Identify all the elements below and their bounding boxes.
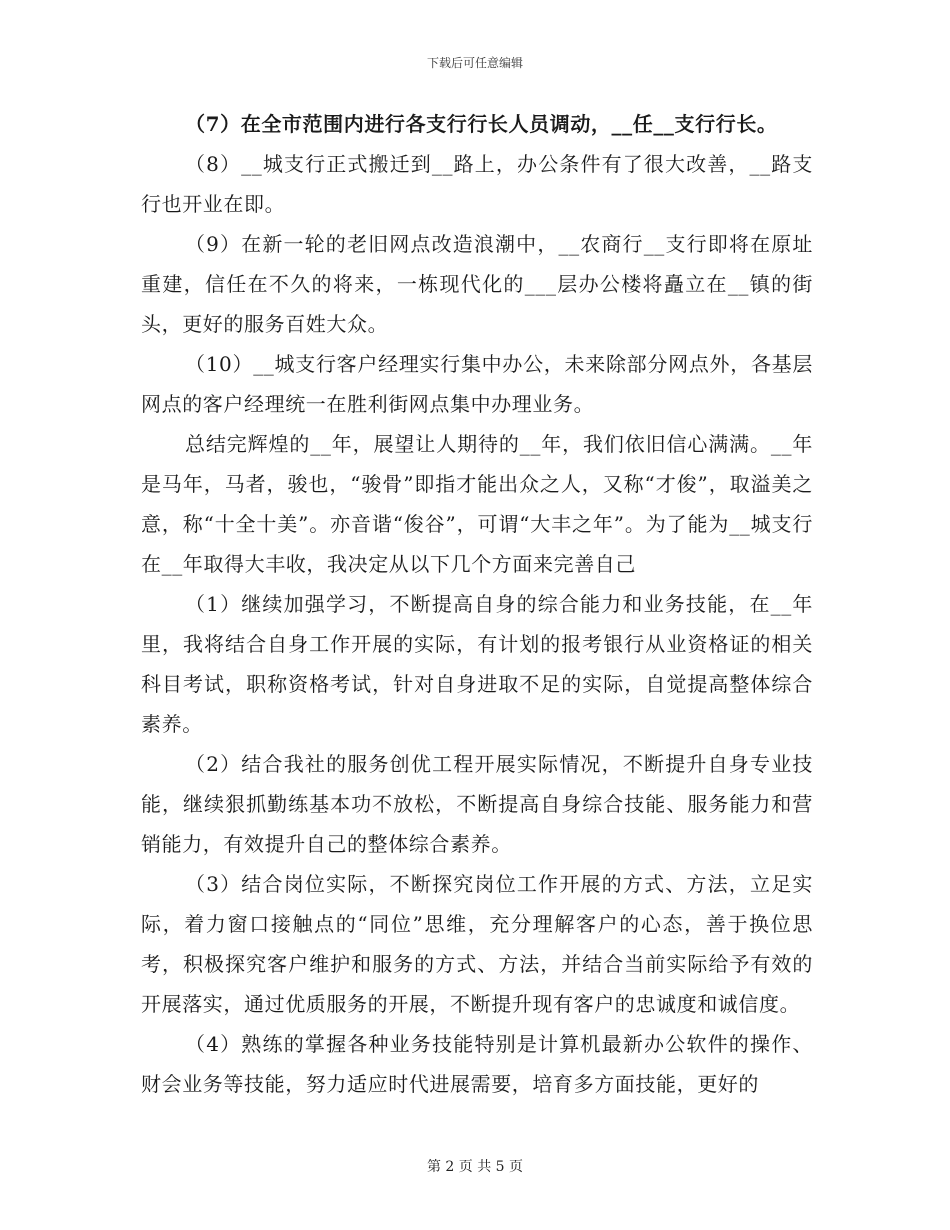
paragraph-plan-3: （3）结合岗位实际，不断探究岗位工作开展的方式、方法，立足实际，着力窗口接触点的“同位”思维，充分理解客户的心态，善于换位思考，积极探究客户维护和服务的方式、方法，并结合当前实际给予有效的开展落实，通过优质服务的开展，不断提升现有客户的忠诚度和诚信度。 bbox=[141, 872, 813, 1016]
paragraph-item-9: （9）在新一轮的老旧网点改造浪潮中，__农商行__支行即将在原址重建，信任在不久的将来，一栋现代化的___层办公楼将矗立在__镇的街头，更好的服务百姓大众。 bbox=[141, 232, 813, 336]
paragraph-plan-1: （1）继续加强学习，不断提高自身的综合能力和业务技能，在__年里，我将结合自身工作开展的实际，有计划的报考银行从业资格证的相关科目考试，职称资格考试，针对自身进取不足的实际，自觉提高整体综合素养。 bbox=[141, 592, 813, 736]
paragraph-plan-2: （2）结合我社的服务创优工程开展实际情况，不断提升自身专业技能，继续狠抓勤练基本功不放松，不断提高自身综合技能、服务能力和营销能力，有效提升自己的整体综合素养。 bbox=[141, 752, 813, 856]
paragraph-summary: 总结完辉煌的__年，展望让人期待的__年，我们依旧信心满满。__年是马年，马者，骏也，“骏骨”即指才能出众之人，又称“才俊”，取溢美之意，称“十全十美”。亦音谐“俊谷”，可谓“大丰之年”。为了能为__城支行在__年取得大丰收，我决定从以下几个方面来完善自己 bbox=[141, 432, 813, 576]
page-footer: 第 2 页 共 5 页 bbox=[426, 1159, 524, 1175]
document-body bbox=[141, 104, 813, 1104]
paragraph-item-7: （7）在全市范围内进行各支行行长人员调动，__任__支行行长。 bbox=[185, 112, 778, 136]
paragraph-item-10: （10）__城支行客户经理实行集中办公，未来除部分网点外，各基层网点的客户经理统一在胜利街网点集中办理业务。 bbox=[141, 352, 813, 416]
page-header: 下载后可任意编辑 bbox=[426, 56, 523, 70]
paragraph-plan-4: （4）熟练的掌握各种业务技能特别是计算机最新办公软件的操作、财会业务等技能，努力适应时代进展需要，培育多方面技能，更好的 bbox=[141, 1032, 813, 1096]
paragraph-item-8: （8）__城支行正式搬迁到__路上，办公条件有了很大改善，__路支行也开业在即。 bbox=[141, 152, 813, 216]
